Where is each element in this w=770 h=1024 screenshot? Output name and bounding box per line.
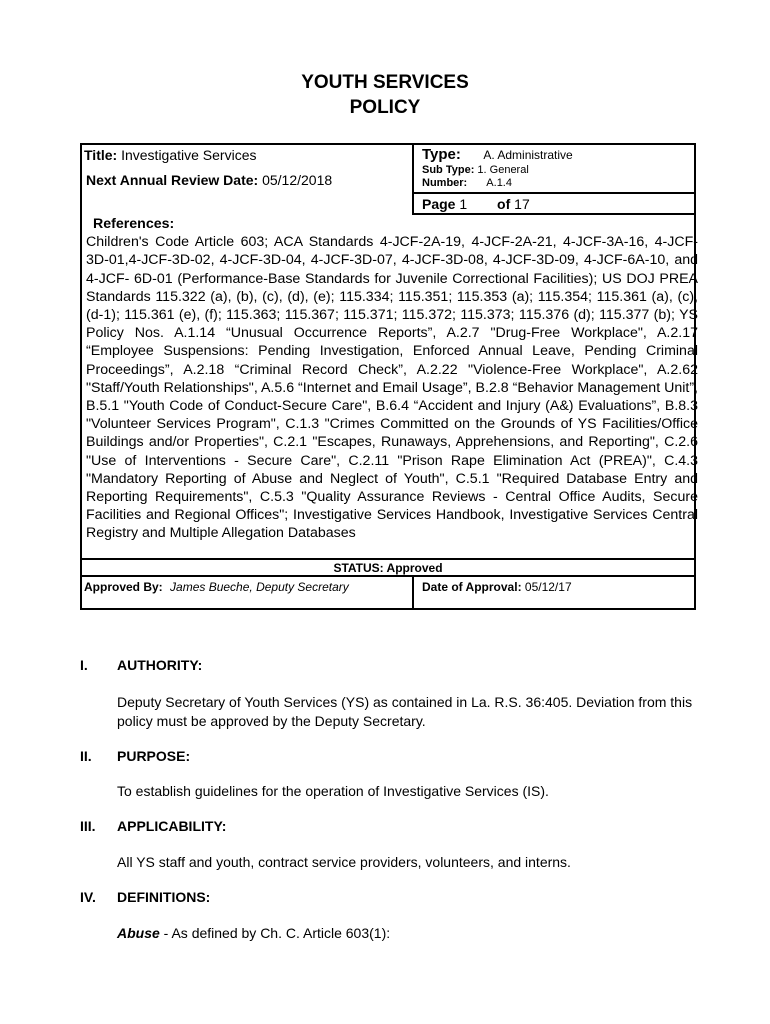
divider-horizontal-number xyxy=(412,192,696,194)
approval-date-value: 05/12/17 xyxy=(524,580,572,594)
approved-by-field xyxy=(84,580,349,594)
document-title-line1: YOUTH SERVICES xyxy=(301,72,469,93)
approved-by-label: Approved By: xyxy=(84,580,163,594)
definition-term: Abuse xyxy=(117,925,160,941)
subtype-field xyxy=(422,164,529,176)
section-number: II. xyxy=(80,748,92,764)
section-number: IV. xyxy=(80,889,96,905)
divider-horizontal-approval xyxy=(82,575,696,577)
status-text: STATUS: Approved xyxy=(333,561,443,575)
approval-date-field xyxy=(422,580,572,594)
review-date-label: Next Annual Review Date: xyxy=(86,172,259,188)
document-title-line2: POLICY xyxy=(349,97,421,118)
divider-horizontal-status xyxy=(82,558,696,560)
section-body xyxy=(117,924,697,943)
divider-vertical-top xyxy=(412,145,414,215)
section-heading: DEFINITIONS: xyxy=(117,889,211,905)
section-heading: PURPOSE: xyxy=(117,748,191,764)
type-value: A. Administrative xyxy=(483,148,573,162)
number-label: Number: xyxy=(422,177,468,189)
section-number: III. xyxy=(80,818,96,834)
divider-vertical-approval xyxy=(412,575,414,610)
page-label: Page xyxy=(422,196,456,212)
section-heading: AUTHORITY: xyxy=(117,657,203,673)
approved-by-value: James Bueche, Deputy Secretary xyxy=(170,580,349,594)
section-body: All YS staff and youth, contract service providers, volunteers, and interns. xyxy=(117,854,571,870)
type-field xyxy=(422,146,573,164)
subtype-label: Sub Type: xyxy=(422,164,475,176)
section-body: Deputy Secretary of Youth Services (YS) as contained in La. R.S. 36:405. Deviation from this policy must be approved by the Deputy Secretary. xyxy=(117,694,693,729)
definition-text: - As defined by Ch. C. Article 603(1): xyxy=(159,925,391,941)
page-field xyxy=(422,196,530,212)
type-label: Type: xyxy=(422,146,461,163)
section-heading: APPLICABILITY: xyxy=(117,818,227,834)
section-number: I. xyxy=(80,657,88,673)
of-value: 17 xyxy=(514,196,530,212)
page-value: 1 xyxy=(459,196,468,212)
number-value: A.1.4 xyxy=(486,177,512,189)
approval-date-label: Date of Approval: xyxy=(422,580,522,594)
number-field xyxy=(422,177,512,189)
section-body: To establish guidelines for the operation of Investigative Services (IS). xyxy=(117,783,549,799)
title-value: Investigative Services xyxy=(121,147,257,163)
subtype-value: 1. General xyxy=(477,164,529,176)
document-title xyxy=(0,70,770,120)
references-label: References: xyxy=(93,216,175,232)
title-field xyxy=(84,147,257,163)
title-label: Title: xyxy=(84,147,118,163)
references-block xyxy=(86,215,698,543)
policy-header-table xyxy=(80,143,696,610)
review-date-field xyxy=(86,172,332,188)
references-text: Children's Code Article 603; ACA Standards 4-JCF-2A-19, 4-JCF-2A-21, 4-JCF-3A-16, 4-JCF-3D-01,4-JCF-3D-02, 4-JCF-3D-04, 4-JCF-3D-07, 4-JCF-3D-08, 4-JCF-3D-09, 4-JCF-6A-10, and 4-JCF- 6D-01 (Performance-Base Standards for Juvenile Correctional Facilities); US DOJ PREA Standards 115.322 (a), (b), (c), (d), (e); 115.334; 115.351; 115.353 (a); 115.354; 115.361 (a), (c), (d-1); 115.361 (e), (f); 115.363; 115.367; 115.371; 115.372; 115.373; 115.376 (d); 115.377 (b); YS Policy Nos. A.1.14 “Unusual Occurrence Reports”, A.2.7 "Drug-Free Workplace", A.2.17 “Employee Suspensions: Pending Investigation, Enforced Annual Leave, Pending Criminal Proceedings”, A.2.18 “Criminal Record Check”, A.2.22 "Violence-Free Workplace", A.2.62 "Staff/Youth Relationships", A.5.6 “Internet and Email Usage”, B.2.8 “Behavior Management Unit”, B.5.1 "Youth Code of Conduct-Secure Care", B.6.4 “Accident and Injury (A&) Evaluations”, B.8.3 "Volunteer Services Program", C.1.3 "Crimes Committed on the Grounds of YS Facilities/Office Buildings and/or Properties", C.2.1 "Escapes, Runaways, Apprehensions, and Reporting", C.2.6 "Use of Interventions - Secure Care", C.2.11 "Prison Rape Elimination Act (PREA)", C.4.3 "Mandatory Reporting of Abuse and Neglect of Youth", C.5.1 "Required Database Entry and Reporting Requirements", C.5.3 "Quality Assurance Reviews - Central Office Audits, Secure Facilities and Regional Offices"; Investigative Services Handbook, Investigative Services Central Registry and Multiple Allegation Databases xyxy=(86,234,698,542)
review-date-value: 05/12/2018 xyxy=(262,172,333,188)
of-label: of xyxy=(497,196,511,212)
